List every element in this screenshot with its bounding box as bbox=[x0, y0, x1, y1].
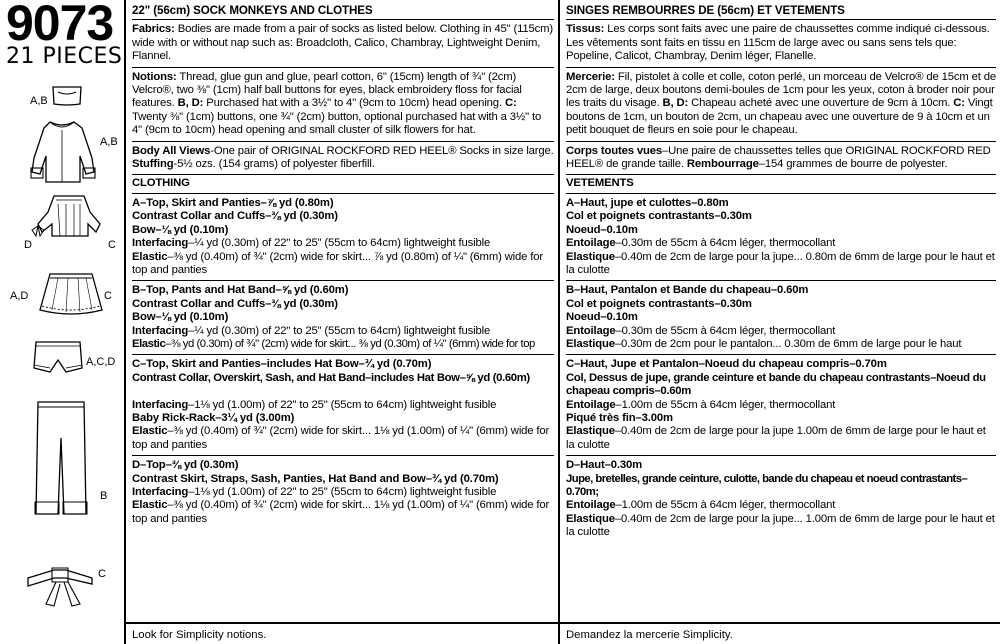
fabrics-label: Fabrics: bbox=[132, 23, 175, 36]
rembourrage-text: –154 grammes de bourre de polyester. bbox=[758, 158, 948, 171]
pattern-number: 9073 bbox=[6, 0, 114, 51]
req-label: Contrast Collar and Cuffs bbox=[132, 297, 266, 310]
view-b-requirements bbox=[132, 280, 554, 354]
req-label: Interfacing bbox=[132, 398, 189, 411]
req-label: Contrast Collar and Cuffs bbox=[132, 210, 266, 223]
req-label: Interfacing bbox=[132, 486, 189, 498]
req-value: –⅜ yd (0.30m) of ¾" (2cm) wide for skirt... ⅜ yd (0.30m) of ¼" (6mm) wide for top bbox=[165, 337, 535, 350]
req-label: Bow bbox=[132, 223, 156, 236]
notions-bd-text: Purchased hat with a 3½" to 4" (9cm to 10cm) head opening. bbox=[203, 97, 505, 110]
req-value: –⅝ yd (0.60m) bbox=[275, 284, 349, 297]
req-label: Col et poignets contrastants bbox=[566, 297, 715, 310]
req-label: A–Haut, jupe et culottes bbox=[566, 196, 692, 209]
req-value: –⅝ yd (0.60m) bbox=[459, 371, 530, 384]
req-label: Baby Rick-Rack bbox=[132, 411, 216, 424]
figure-label: C bbox=[98, 568, 106, 580]
req-label: Interfacing bbox=[132, 237, 189, 250]
figure-label: A,B bbox=[100, 136, 118, 148]
req-value: –0.30m de 55cm à 64cm léger, thermocollant bbox=[615, 237, 836, 250]
req-value: –0.10m bbox=[600, 223, 638, 236]
req-label: B–Haut, Pantalon et Bande du chapeau bbox=[566, 284, 771, 297]
req-value: –⅜ yd (0.40m) of ¾" (2cm) wide for skirt... 1⅛ yd (1.00m) of ¼" (6mm) wide for top and panties bbox=[132, 425, 550, 451]
corps-label: Corps toutes vues bbox=[566, 144, 663, 157]
req-value: –⅜ yd (0.40m) of ¾" (2cm) wide for skirt... ⅞ yd (0.80m) of ¼" (6mm) wide for top and panties bbox=[132, 250, 544, 276]
skirt-illustration bbox=[36, 268, 106, 320]
req-value: –3¼ yd (3.00m) bbox=[215, 411, 295, 424]
view-a-requirements bbox=[132, 193, 554, 280]
req-value: –¾ yd (0.70m) bbox=[425, 472, 499, 485]
req-value: –¼ yd (0.30m) of 22" to 25" (55cm to 64cm) lightweight fusible bbox=[188, 324, 491, 337]
view-d-fr-requirements bbox=[566, 455, 996, 542]
req-value: –0.40m de 2cm de large pour la jupe... 0.80m de 6mm de large pour le haut et la culotte bbox=[566, 250, 995, 276]
english-title: 22" (56cm) SOCK MONKEYS AND CLOTHES bbox=[132, 4, 373, 17]
mercerie-c-text: Vingt boutons de 1cm, un bouton de 2cm, un chapeau avec une ouverture de 9 à 10cm et un petit bouquet de fleurs en soie pour le chapeau. bbox=[566, 97, 993, 137]
req-label: Entoilage bbox=[566, 324, 616, 337]
mercerie-section bbox=[566, 67, 996, 141]
req-label: A–Top, Skirt and Panties bbox=[132, 196, 261, 209]
req-value: –⅞ yd (0.80m) bbox=[260, 196, 334, 209]
req-value: –¾ yd (0.70m) bbox=[358, 358, 432, 371]
corps-text: –Une paire de chaussettes telles que ORIGINAL ROCKFORD RED HEEL® de grande taille. bbox=[566, 144, 991, 171]
fabrics-section bbox=[132, 19, 554, 66]
body-text: -One pair of ORIGINAL ROCKFORD RED HEEL® Socks in size large. bbox=[210, 144, 554, 157]
req-label: Entoilage bbox=[566, 398, 616, 411]
english-column bbox=[126, 0, 560, 644]
collar-illustration bbox=[50, 84, 84, 108]
req-label: Entoilage bbox=[566, 237, 616, 250]
panties-illustration bbox=[30, 338, 86, 380]
fabrics-text: Bodies are made from a pair of socks as listed below. Clothing in 45" (115cm) wide with or without nap such as: Broadcloth, Calico, Chambray, Lightweight Denim, Flannel. bbox=[132, 23, 554, 63]
view-c-requirements bbox=[132, 354, 554, 455]
vetements-heading: VETEMENTS bbox=[566, 177, 634, 190]
english-footer: Look for Simplicity notions. bbox=[126, 622, 558, 644]
req-value: –0.40m de 2cm de large pour la jupe... 1.00m de 6mm de large pour le haut et la culotte bbox=[566, 512, 995, 539]
mercerie-c-label: C: bbox=[953, 97, 965, 110]
req-value: –0.30m de 2cm pour le pantalon... 0.30m de 6mm de large pour le haut bbox=[614, 337, 962, 350]
req-label: Elastique bbox=[566, 425, 615, 438]
figure-label: A,C,D bbox=[86, 356, 116, 368]
vetements-heading-section bbox=[566, 174, 996, 192]
req-value: –⅜ yd (0.30m) bbox=[265, 210, 338, 223]
clothing-heading: CLOTHING bbox=[132, 177, 190, 190]
req-value: –⅜ yd (0.30m) bbox=[265, 297, 338, 310]
french-column bbox=[560, 0, 1000, 644]
mercerie-label: Mercerie: bbox=[566, 70, 615, 83]
req-value: –0.70m bbox=[849, 358, 887, 371]
req-value: –⅜ yd (0.30m) bbox=[165, 459, 239, 472]
figure-label: D bbox=[24, 239, 32, 251]
req-label: D–Haut bbox=[566, 459, 605, 472]
req-label: Elastic bbox=[132, 250, 168, 263]
body-section bbox=[132, 141, 554, 175]
req-label: Interfacing bbox=[132, 324, 189, 337]
req-label: Jupe, bretelles, grande ceinture, culotte, bande du chapeau et noeud contrastants bbox=[566, 472, 962, 485]
req-label: Col et poignets contrastants bbox=[566, 210, 715, 223]
notions-bd-label: B, D: bbox=[177, 97, 204, 110]
clothing-heading-section bbox=[132, 174, 554, 192]
figure-label: C bbox=[108, 239, 116, 251]
body-label: Body All Views bbox=[132, 144, 211, 157]
tissus-section bbox=[566, 19, 996, 66]
req-label: Noeud bbox=[566, 311, 601, 324]
tissus-text: Les corps sont faits avec une paire de chaussettes comme indiqué ci-dessous. Les vêtements sont faits en tissu en 115cm de large avec ou sans sens tels que: Popeline, Calicot, Chambray, Denim léger, Flanelle. bbox=[566, 23, 990, 63]
french-footer: Demandez la mercerie Simplicity. bbox=[560, 622, 1000, 644]
view-d-requirements bbox=[132, 455, 554, 529]
req-label: Elastic bbox=[132, 499, 168, 512]
stuffing-label: Stuffing bbox=[132, 158, 174, 171]
req-value: –0.30m de 55cm à 64cm léger, thermocollant bbox=[615, 324, 836, 337]
req-label: Contrast Skirt, Straps, Sash, Panties, Hat Band and Bow bbox=[132, 472, 426, 485]
notions-label: Notions: bbox=[132, 70, 177, 83]
mercerie-text: Fil, pistolet à colle et colle, coton perlé, un morceau de Velcro® de 15cm et de 2cm de large, deux boutons demi-boules de 1cm pour les yeux, coton à broder noir pour les traits du visage. bbox=[566, 70, 996, 110]
notions-c-label: C: bbox=[504, 97, 517, 110]
french-title: SINGES REMBOURRES DE (56cm) ET VETEMENTS bbox=[566, 4, 845, 17]
req-label: Elastique bbox=[566, 512, 615, 525]
req-value: –⅛ yd (0.10m) bbox=[155, 223, 229, 236]
notions-text: Thread, glue gun and glue, pearl cotton, 6" (15cm) length of ¾" (2cm) Velcro®, two ⅜" (1cm) half ball buttons for eyes, black embroidery floss for facial features. bbox=[132, 70, 522, 110]
view-b-fr-requirements bbox=[566, 280, 996, 354]
left-column bbox=[0, 0, 126, 644]
req-label: Contrast Collar, Overskirt, Sash, and Hat Band–includes Hat Bow bbox=[132, 371, 460, 384]
req-value: –0.30m bbox=[714, 210, 752, 223]
mercerie-bd-label: B, D: bbox=[662, 97, 689, 110]
req-label: Noeud bbox=[566, 223, 601, 236]
req-label: Elastique bbox=[566, 250, 615, 263]
req-label: Piqué très fin bbox=[566, 411, 636, 424]
tissus-label: Tissus: bbox=[566, 23, 605, 36]
req-value: –1⅛ yd (1.00m) of 22" to 25" (55cm to 64cm) lightweight fusible bbox=[188, 398, 497, 411]
req-value: –3.00m bbox=[635, 411, 673, 424]
pants-illustration bbox=[32, 398, 90, 518]
req-value: –0.30m bbox=[604, 459, 643, 472]
req-value: –0.70m; bbox=[566, 472, 968, 498]
notions-section bbox=[132, 67, 554, 141]
rembourrage-label: Rembourrage bbox=[686, 158, 759, 171]
figure-label: A,B bbox=[30, 95, 48, 107]
top-illustration bbox=[24, 116, 100, 190]
view-c-fr-requirements bbox=[566, 354, 996, 455]
req-label: B–Top, Pants and Hat Band bbox=[132, 284, 276, 297]
figure-label: B bbox=[100, 490, 108, 502]
sash-illustration bbox=[22, 560, 98, 610]
req-value: –⅜ yd (0.40m) of ¾" (2cm) wide for skirt... 1⅛ yd (1.00m) of ¼" (6mm) wide for top and panties bbox=[132, 499, 550, 525]
req-value: –0.80m bbox=[691, 196, 729, 209]
stuffing-text: -5½ ozs. (154 grams) of polyester fiberfill. bbox=[173, 158, 375, 171]
req-label: Entoilage bbox=[566, 499, 616, 512]
req-label: C–Haut, Jupe et Pantalon–Noeud du chapeau compris bbox=[566, 358, 850, 371]
req-label: Col, Dessus de jupe, grande ceinture et bande du chapeau contrastants–Noeud du chapeau compris bbox=[566, 371, 986, 398]
req-value: –0.40m de 2cm de large pour la jupe 1.00m de 6mm de large pour le haut et la culotte bbox=[566, 425, 986, 451]
req-label: D–Top bbox=[132, 459, 166, 472]
req-value: –0.10m bbox=[600, 311, 638, 324]
notions-c-text: Twenty ⅜" (1cm) buttons, one ¾" (2cm) button, optional purchased hat with a 3½" to 4" (9cm to 10cm) head opening and small cluster of silk flowers for hat. bbox=[132, 110, 542, 137]
figure-label: A,D bbox=[10, 290, 29, 302]
req-value: –¼ yd (0.30m) of 22" to 25" (55cm to 64cm) lightweight fusible bbox=[188, 237, 491, 250]
pieces-count: 21 PIECES bbox=[6, 44, 123, 69]
corps-section bbox=[566, 141, 996, 175]
figure-label: C bbox=[104, 290, 112, 302]
req-value: –1.00m de 55cm à 64cm léger, thermocollant bbox=[615, 398, 836, 411]
req-value: –0.60m bbox=[654, 385, 691, 398]
req-label: Bow bbox=[132, 311, 156, 324]
req-value: –⅛ yd (0.10m) bbox=[155, 311, 229, 324]
view-a-fr-requirements bbox=[566, 193, 996, 280]
req-label: C–Top, Skirt and Panties–includes Hat Bow bbox=[132, 358, 359, 371]
req-label: Elastic bbox=[132, 337, 166, 350]
req-value: –0.60m bbox=[770, 284, 809, 297]
req-value: –1.00m de 55cm à 64cm léger, thermocollant bbox=[615, 499, 836, 512]
gathered-top-illustration bbox=[30, 190, 112, 242]
req-label: Elastic bbox=[132, 425, 168, 438]
req-label: Elastique bbox=[566, 337, 615, 350]
req-value: –1⅛ yd (1.00m) of 22" to 25" (55cm to 64cm) lightweight fusible bbox=[188, 486, 497, 498]
mercerie-bd-text: Chapeau acheté avec une ouverture de 9cm à 10cm. bbox=[688, 97, 954, 110]
req-value: –0.30m bbox=[714, 297, 752, 310]
